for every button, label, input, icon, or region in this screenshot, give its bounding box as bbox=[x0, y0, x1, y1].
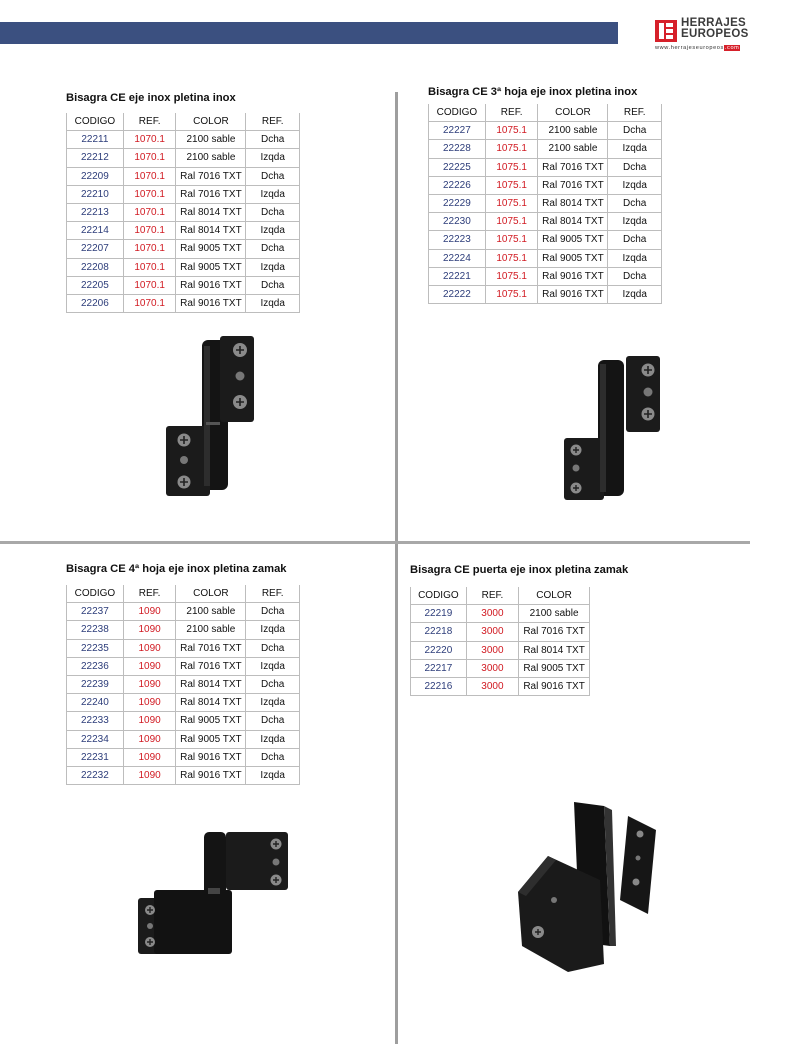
table-header-row bbox=[411, 587, 590, 605]
color-finish-cell: 2100 sable bbox=[176, 603, 246, 621]
brand-url-suffix: .com bbox=[724, 45, 740, 51]
product-code-cell: 22235 bbox=[67, 639, 124, 657]
reference-cell: 1070.1 bbox=[123, 294, 176, 312]
column-header: CODIGO bbox=[411, 587, 467, 605]
reference-cell: 1075.1 bbox=[485, 176, 538, 194]
header-bar bbox=[0, 22, 618, 44]
column-header: CODIGO bbox=[67, 585, 124, 603]
table-row bbox=[67, 240, 300, 258]
table-row bbox=[67, 222, 300, 240]
reference-cell: 1075.1 bbox=[485, 122, 538, 140]
reference-cell: 1075.1 bbox=[485, 285, 538, 303]
hand-side-cell: Dcha bbox=[246, 167, 300, 185]
reference-cell: 1070.1 bbox=[123, 203, 176, 221]
table-row bbox=[429, 267, 662, 285]
table-row bbox=[67, 603, 300, 621]
hand-side-cell: Izqda bbox=[246, 294, 300, 312]
reference-cell: 1070.1 bbox=[123, 276, 176, 294]
hand-side-cell: Izqda bbox=[246, 258, 300, 276]
color-finish-cell: Ral 9016 TXT bbox=[538, 285, 608, 303]
color-finish-cell: Ral 9005 TXT bbox=[538, 249, 608, 267]
reference-cell: 1090 bbox=[123, 694, 176, 712]
hand-side-cell: Izqda bbox=[608, 140, 662, 158]
product-code-cell: 22220 bbox=[411, 641, 467, 659]
section-4-table bbox=[410, 587, 590, 696]
section-2-table bbox=[428, 104, 662, 304]
table-row bbox=[67, 276, 300, 294]
table-row bbox=[429, 122, 662, 140]
product-code-cell: 22208 bbox=[67, 258, 124, 276]
product-code-cell: 22205 bbox=[67, 276, 124, 294]
hand-side-cell: Izqda bbox=[608, 249, 662, 267]
color-finish-cell: Ral 9016 TXT bbox=[519, 677, 590, 695]
hand-side-cell: Dcha bbox=[246, 276, 300, 294]
product-code-cell: 22224 bbox=[429, 249, 486, 267]
color-finish-cell: 2100 sable bbox=[538, 140, 608, 158]
hand-side-cell: Dcha bbox=[246, 603, 300, 621]
table-row bbox=[67, 766, 300, 784]
color-finish-cell: Ral 7016 TXT bbox=[176, 657, 246, 675]
table-header-row bbox=[67, 585, 300, 603]
reference-cell: 1070.1 bbox=[123, 167, 176, 185]
hand-side-cell: Izqda bbox=[246, 185, 300, 203]
product-code-cell: 22231 bbox=[67, 748, 124, 766]
section-2-title: Bisagra CE 3ª hoja eje inox pletina inox bbox=[428, 86, 638, 98]
hand-side-cell: Dcha bbox=[246, 712, 300, 730]
hand-side-cell: Dcha bbox=[246, 131, 300, 149]
table-row bbox=[67, 167, 300, 185]
table-row bbox=[429, 249, 662, 267]
color-finish-cell: Ral 9016 TXT bbox=[176, 766, 246, 784]
reference-cell: 1090 bbox=[123, 730, 176, 748]
product-code-cell: 22214 bbox=[67, 222, 124, 240]
table-row bbox=[67, 675, 300, 693]
reference-cell: 1090 bbox=[123, 621, 176, 639]
product-code-cell: 22239 bbox=[67, 675, 124, 693]
product-code-cell: 22233 bbox=[67, 712, 124, 730]
product-code-cell: 22240 bbox=[67, 694, 124, 712]
column-header: COLOR bbox=[538, 104, 608, 122]
reference-cell: 1070.1 bbox=[123, 222, 176, 240]
product-code-cell: 22213 bbox=[67, 203, 124, 221]
product-code-cell: 22226 bbox=[429, 176, 486, 194]
color-finish-cell: Ral 9016 TXT bbox=[176, 748, 246, 766]
reference-cell: 1090 bbox=[123, 748, 176, 766]
column-header: REF. bbox=[466, 587, 518, 605]
column-header: REF. bbox=[485, 104, 538, 122]
color-finish-cell: Ral 8014 TXT bbox=[176, 675, 246, 693]
column-header: REF. bbox=[123, 585, 176, 603]
reference-cell: 1075.1 bbox=[485, 213, 538, 231]
brand-url-prefix: www.herrajeseuropeos bbox=[655, 45, 724, 51]
hand-side-cell: Dcha bbox=[608, 194, 662, 212]
product-code-cell: 22227 bbox=[429, 122, 486, 140]
color-finish-cell: Ral 7016 TXT bbox=[176, 639, 246, 657]
section-3-title: Bisagra CE 4ª hoja eje inox pletina zamak bbox=[66, 563, 287, 575]
product-code-cell: 22223 bbox=[429, 231, 486, 249]
table-row bbox=[429, 231, 662, 249]
table-row bbox=[67, 185, 300, 203]
table-row bbox=[67, 294, 300, 312]
product-code-cell: 22209 bbox=[67, 167, 124, 185]
color-finish-cell: Ral 7016 TXT bbox=[538, 176, 608, 194]
brand-line-1: HERRAJES bbox=[681, 17, 747, 29]
reference-cell: 1075.1 bbox=[485, 249, 538, 267]
table-row bbox=[411, 677, 590, 695]
product-code-cell: 22210 bbox=[67, 185, 124, 203]
product-code-cell: 22236 bbox=[67, 657, 124, 675]
product-code-cell: 22225 bbox=[429, 158, 486, 176]
table-row bbox=[67, 712, 300, 730]
table-row bbox=[67, 203, 300, 221]
hand-side-cell: Izqda bbox=[246, 694, 300, 712]
color-finish-cell: Ral 8014 TXT bbox=[519, 641, 590, 659]
column-header: COLOR bbox=[176, 585, 246, 603]
color-finish-cell: Ral 9005 TXT bbox=[176, 258, 246, 276]
color-finish-cell: Ral 8014 TXT bbox=[176, 203, 246, 221]
hand-side-cell: Dcha bbox=[608, 231, 662, 249]
color-finish-cell: 2100 sable bbox=[538, 122, 608, 140]
section-3-table bbox=[66, 585, 300, 785]
table-row bbox=[67, 258, 300, 276]
reference-cell: 1090 bbox=[123, 657, 176, 675]
product-code-cell: 22222 bbox=[429, 285, 486, 303]
color-finish-cell: Ral 8014 TXT bbox=[176, 222, 246, 240]
table-row bbox=[411, 641, 590, 659]
reference-cell: 1090 bbox=[123, 639, 176, 657]
hand-side-cell: Dcha bbox=[246, 203, 300, 221]
color-finish-cell: Ral 9016 TXT bbox=[176, 294, 246, 312]
reference-cell: 1075.1 bbox=[485, 231, 538, 249]
section-1-title: Bisagra CE eje inox pletina inox bbox=[66, 92, 236, 104]
hand-side-cell: Izqda bbox=[246, 621, 300, 639]
hand-side-cell: Dcha bbox=[608, 158, 662, 176]
color-finish-cell: 2100 sable bbox=[519, 605, 590, 623]
reference-cell: 3000 bbox=[466, 641, 518, 659]
reference-cell: 1070.1 bbox=[123, 185, 176, 203]
hand-side-cell: Dcha bbox=[608, 267, 662, 285]
product-code-cell: 22238 bbox=[67, 621, 124, 639]
color-finish-cell: Ral 9005 TXT bbox=[519, 659, 590, 677]
table-row bbox=[429, 285, 662, 303]
table-row bbox=[411, 659, 590, 677]
reference-cell: 1075.1 bbox=[485, 158, 538, 176]
color-finish-cell: Ral 9016 TXT bbox=[538, 267, 608, 285]
vertical-divider bbox=[395, 92, 398, 1044]
column-header: CODIGO bbox=[429, 104, 486, 122]
column-header: REF. bbox=[246, 585, 300, 603]
reference-cell: 1090 bbox=[123, 675, 176, 693]
reference-cell: 1070.1 bbox=[123, 149, 176, 167]
table-row bbox=[67, 694, 300, 712]
product-code-cell: 22207 bbox=[67, 240, 124, 258]
section-4-title: Bisagra CE puerta eje inox pletina zamak bbox=[410, 564, 629, 576]
section-1-table bbox=[66, 113, 300, 313]
product-code-cell: 22232 bbox=[67, 766, 124, 784]
color-finish-cell: Ral 8014 TXT bbox=[176, 694, 246, 712]
hand-side-cell: Izqda bbox=[246, 222, 300, 240]
color-finish-cell: Ral 9016 TXT bbox=[176, 276, 246, 294]
product-code-cell: 22217 bbox=[411, 659, 467, 677]
reference-cell: 3000 bbox=[466, 659, 518, 677]
hinge-door-icon bbox=[508, 796, 658, 976]
color-finish-cell: Ral 7016 TXT bbox=[176, 185, 246, 203]
product-code-cell: 22219 bbox=[411, 605, 467, 623]
brand-line-2: EUROPEOS bbox=[681, 28, 749, 40]
product-code-cell: 22234 bbox=[67, 730, 124, 748]
table-row bbox=[411, 605, 590, 623]
hand-side-cell: Dcha bbox=[608, 122, 662, 140]
color-finish-cell: 2100 sable bbox=[176, 131, 246, 149]
column-header: REF. bbox=[246, 113, 300, 131]
column-header: COLOR bbox=[519, 587, 590, 605]
product-code-cell: 22212 bbox=[67, 149, 124, 167]
reference-cell: 1075.1 bbox=[485, 140, 538, 158]
hand-side-cell: Izqda bbox=[246, 766, 300, 784]
table-row bbox=[67, 730, 300, 748]
color-finish-cell: Ral 8014 TXT bbox=[538, 213, 608, 231]
brand-url[interactable] bbox=[655, 45, 740, 51]
table-row bbox=[429, 194, 662, 212]
hand-side-cell: Izqda bbox=[608, 285, 662, 303]
color-finish-cell: Ral 7016 TXT bbox=[176, 167, 246, 185]
reference-cell: 1070.1 bbox=[123, 131, 176, 149]
reference-cell: 3000 bbox=[466, 677, 518, 695]
hinge-4th-leaf-icon bbox=[134, 828, 294, 958]
product-code-cell: 22216 bbox=[411, 677, 467, 695]
reference-cell: 1090 bbox=[123, 603, 176, 621]
column-header: CODIGO bbox=[67, 113, 124, 131]
table-header-row bbox=[429, 104, 662, 122]
reference-cell: 1075.1 bbox=[485, 194, 538, 212]
color-finish-cell: Ral 8014 TXT bbox=[538, 194, 608, 212]
product-code-cell: 22206 bbox=[67, 294, 124, 312]
table-row bbox=[429, 158, 662, 176]
table-row bbox=[67, 149, 300, 167]
color-finish-cell: Ral 9005 TXT bbox=[176, 240, 246, 258]
product-code-cell: 22218 bbox=[411, 623, 467, 641]
table-row bbox=[67, 639, 300, 657]
product-code-cell: 22221 bbox=[429, 267, 486, 285]
reference-cell: 1090 bbox=[123, 766, 176, 784]
color-finish-cell: Ral 7016 TXT bbox=[538, 158, 608, 176]
product-code-cell: 22228 bbox=[429, 140, 486, 158]
hand-side-cell: Dcha bbox=[246, 240, 300, 258]
reference-cell: 1075.1 bbox=[485, 267, 538, 285]
reference-cell: 1070.1 bbox=[123, 240, 176, 258]
reference-cell: 1070.1 bbox=[123, 258, 176, 276]
hand-side-cell: Dcha bbox=[246, 639, 300, 657]
color-finish-cell: Ral 9005 TXT bbox=[538, 231, 608, 249]
table-row bbox=[429, 140, 662, 158]
table-row bbox=[429, 213, 662, 231]
column-header: COLOR bbox=[176, 113, 246, 131]
product-code-cell: 22211 bbox=[67, 131, 124, 149]
color-finish-cell: Ral 7016 TXT bbox=[519, 623, 590, 641]
color-finish-cell: Ral 9005 TXT bbox=[176, 730, 246, 748]
table-row bbox=[429, 176, 662, 194]
reference-cell: 1090 bbox=[123, 712, 176, 730]
hand-side-cell: Izqda bbox=[608, 176, 662, 194]
table-row bbox=[411, 623, 590, 641]
hand-side-cell: Izqda bbox=[246, 730, 300, 748]
table-row bbox=[67, 657, 300, 675]
hinge-inox-icon bbox=[160, 332, 270, 502]
hand-side-cell: Izqda bbox=[246, 657, 300, 675]
product-code-cell: 22230 bbox=[429, 213, 486, 231]
table-row bbox=[67, 748, 300, 766]
product-code-cell: 22229 bbox=[429, 194, 486, 212]
table-row bbox=[67, 621, 300, 639]
column-header: REF. bbox=[608, 104, 662, 122]
color-finish-cell: 2100 sable bbox=[176, 149, 246, 167]
reference-cell: 3000 bbox=[466, 623, 518, 641]
hand-side-cell: Izqda bbox=[608, 213, 662, 231]
product-code-cell: 22237 bbox=[67, 603, 124, 621]
hand-side-cell: Dcha bbox=[246, 675, 300, 693]
hand-side-cell: Izqda bbox=[246, 149, 300, 167]
brand-name bbox=[681, 18, 749, 40]
hinge-3rd-leaf-icon bbox=[560, 352, 670, 502]
horizontal-divider bbox=[0, 541, 750, 544]
table-row bbox=[67, 131, 300, 149]
table-header-row bbox=[67, 113, 300, 131]
reference-cell: 3000 bbox=[466, 605, 518, 623]
color-finish-cell: Ral 9005 TXT bbox=[176, 712, 246, 730]
color-finish-cell: 2100 sable bbox=[176, 621, 246, 639]
brand-mark-icon bbox=[655, 20, 677, 42]
column-header: REF. bbox=[123, 113, 176, 131]
brand-logo[interactable] bbox=[655, 18, 755, 58]
hand-side-cell: Dcha bbox=[246, 748, 300, 766]
